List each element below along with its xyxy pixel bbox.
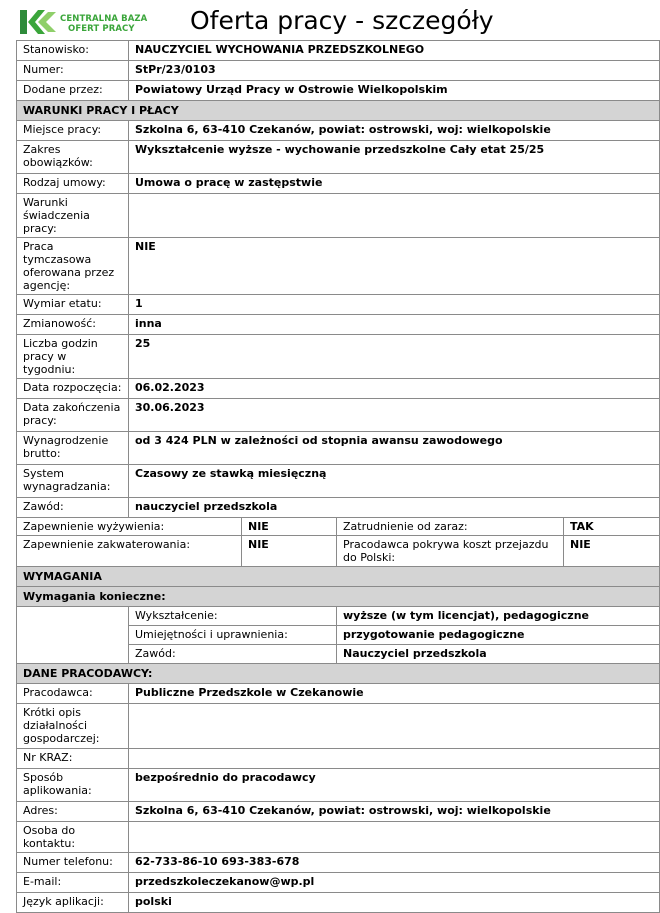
cbop-logo-icon bbox=[18, 8, 58, 36]
label: E-mail: bbox=[17, 873, 129, 893]
label: Miejsce pracy: bbox=[17, 121, 129, 141]
row-warunki bbox=[17, 174, 660, 194]
row-warunki bbox=[17, 498, 660, 518]
section-warunki bbox=[17, 101, 660, 121]
value: NIE bbox=[129, 238, 660, 295]
row-dodane bbox=[17, 81, 660, 101]
section-pracodawca bbox=[17, 664, 660, 684]
cbop-logo bbox=[18, 8, 148, 36]
indent-cell bbox=[17, 607, 129, 626]
email-link[interactable]: przedszkoleczekanow@wp.pl bbox=[129, 873, 660, 893]
value: inna bbox=[129, 315, 660, 335]
label: Pracodawca: bbox=[17, 684, 129, 704]
row-warunki bbox=[17, 379, 660, 399]
row-wyzywienie-zatrudnienie bbox=[17, 518, 660, 536]
row-stanowisko bbox=[17, 41, 660, 61]
label-zatrudnienie-od-zaraz: Zatrudnienie od zaraz: bbox=[337, 518, 564, 536]
label: Wykształcenie: bbox=[129, 607, 337, 626]
row-wymaganie bbox=[17, 626, 660, 645]
section-title-wymagania: WYMAGANIA bbox=[17, 567, 660, 587]
row-wymaganie bbox=[17, 645, 660, 664]
value bbox=[129, 822, 660, 853]
label-koszt-przejazdu: Pracodawca pokrywa koszt przejazdu do Polski: bbox=[337, 536, 564, 567]
label: Zmianowość: bbox=[17, 315, 129, 335]
row-warunki bbox=[17, 399, 660, 432]
row-warunki bbox=[17, 315, 660, 335]
logo-line-2: OFERT PRACY bbox=[68, 24, 135, 34]
value: przygotowanie pedagogiczne bbox=[337, 626, 660, 645]
value-zapewnienie-zakwaterowania: NIE bbox=[242, 536, 337, 567]
value: 1 bbox=[129, 295, 660, 315]
label: Wynagrodzenie brutto: bbox=[17, 432, 129, 465]
row-pracodawca bbox=[17, 684, 660, 704]
subsection-wymagania-konieczne bbox=[17, 587, 660, 607]
label: Rodzaj umowy: bbox=[17, 174, 129, 194]
row-pracodawca bbox=[17, 704, 660, 749]
value: Nauczyciel przedszkola bbox=[337, 645, 660, 664]
label: Zawód: bbox=[17, 498, 129, 518]
value-zatrudnienie-od-zaraz: TAK bbox=[564, 518, 660, 536]
logo-line-1: CENTRALNA BAZA bbox=[60, 14, 148, 24]
label: Osoba do kontaktu: bbox=[17, 822, 129, 853]
row-pracodawca bbox=[17, 822, 660, 853]
label: Adres: bbox=[17, 802, 129, 822]
label: Warunki świadczenia pracy: bbox=[17, 194, 129, 238]
value: od 3 424 PLN w zależności od stopnia awansu zawodowego bbox=[129, 432, 660, 465]
label: System wynagradzania: bbox=[17, 465, 129, 498]
row-pracodawca bbox=[17, 749, 660, 769]
label: Wymiar etatu: bbox=[17, 295, 129, 315]
label: Krótki opis działalności gospodarczej: bbox=[17, 704, 129, 749]
subsection-title-wymagania-konieczne: Wymagania konieczne: bbox=[17, 587, 660, 607]
value-zapewnienie-wyzywienia: NIE bbox=[242, 518, 337, 536]
value-numer: StPr/23/0103 bbox=[129, 61, 660, 81]
row-warunki bbox=[17, 121, 660, 141]
row-warunki bbox=[17, 432, 660, 465]
row-warunki bbox=[17, 141, 660, 174]
row-pracodawca bbox=[17, 893, 660, 913]
label: Sposób aplikowania: bbox=[17, 769, 129, 802]
value-koszt-przejazdu: NIE bbox=[564, 536, 660, 567]
indent-cell bbox=[17, 645, 129, 664]
label-zapewnienie-wyzywienia: Zapewnienie wyżywienia: bbox=[17, 518, 242, 536]
value: Wykształcenie wyższe - wychowanie przedszkolne Cały etat 25/25 bbox=[129, 141, 660, 174]
value: bezpośrednio do pracodawcy bbox=[129, 769, 660, 802]
label-numer: Numer: bbox=[17, 61, 129, 81]
label: Data rozpoczęcia: bbox=[17, 379, 129, 399]
value: 25 bbox=[129, 335, 660, 379]
label: Data zakończenia pracy: bbox=[17, 399, 129, 432]
offer-details-table bbox=[16, 40, 660, 913]
row-pracodawca bbox=[17, 802, 660, 822]
page-title: Oferta pracy - szczegóły bbox=[190, 6, 494, 35]
value: wyższe (w tym licencjat), pedagogiczne bbox=[337, 607, 660, 626]
label: Język aplikacji: bbox=[17, 893, 129, 913]
header bbox=[0, 0, 660, 40]
value: Szkolna 6, 63-410 Czekanów, powiat: ostrowski, woj: wielkopolskie bbox=[129, 121, 660, 141]
label: Numer telefonu: bbox=[17, 853, 129, 873]
value bbox=[129, 194, 660, 238]
label: Liczba godzin pracy w tygodniu: bbox=[17, 335, 129, 379]
row-pracodawca bbox=[17, 873, 660, 893]
value-stanowisko: NAUCZYCIEL WYCHOWANIA PRZEDSZKOLNEGO bbox=[129, 41, 660, 61]
value: polski bbox=[129, 893, 660, 913]
row-warunki bbox=[17, 335, 660, 379]
value bbox=[129, 749, 660, 769]
section-title-warunki: WARUNKI PRACY I PŁACY bbox=[17, 101, 660, 121]
value-dodane: Powiatowy Urząd Pracy w Ostrowie Wielkopolskim bbox=[129, 81, 660, 101]
value: 30.06.2023 bbox=[129, 399, 660, 432]
label-stanowisko: Stanowisko: bbox=[17, 41, 129, 61]
row-pracodawca bbox=[17, 769, 660, 802]
row-warunki bbox=[17, 295, 660, 315]
row-numer bbox=[17, 61, 660, 81]
value: 62-733-86-10 693-383-678 bbox=[129, 853, 660, 873]
value: 06.02.2023 bbox=[129, 379, 660, 399]
cbop-logo-text bbox=[60, 14, 147, 34]
label: Zakres obowiązków: bbox=[17, 141, 129, 174]
value: Umowa o pracę w zastępstwie bbox=[129, 174, 660, 194]
value: Szkolna 6, 63-410 Czekanów, powiat: ostrowski, woj: wielkopolskie bbox=[129, 802, 660, 822]
label: Praca tymczasowa oferowana przez agencję: bbox=[17, 238, 129, 295]
label-dodane: Dodane przez: bbox=[17, 81, 129, 101]
value: nauczyciel przedszkola bbox=[129, 498, 660, 518]
row-zakwaterowanie-przejazd bbox=[17, 536, 660, 567]
row-warunki bbox=[17, 238, 660, 295]
row-wymaganie bbox=[17, 607, 660, 626]
row-warunki bbox=[17, 194, 660, 238]
value: Czasowy ze stawką miesięczną bbox=[129, 465, 660, 498]
label-zapewnienie-zakwaterowania: Zapewnienie zakwaterowania: bbox=[17, 536, 242, 567]
value bbox=[129, 704, 660, 749]
section-title-pracodawca: DANE PRACODAWCY: bbox=[17, 664, 660, 684]
indent-cell bbox=[17, 626, 129, 645]
label: Nr KRAZ: bbox=[17, 749, 129, 769]
value: Publiczne Przedszkole w Czekanowie bbox=[129, 684, 660, 704]
row-warunki bbox=[17, 465, 660, 498]
row-pracodawca bbox=[17, 853, 660, 873]
label: Zawód: bbox=[129, 645, 337, 664]
section-wymagania bbox=[17, 567, 660, 587]
label: Umiejętności i uprawnienia: bbox=[129, 626, 337, 645]
